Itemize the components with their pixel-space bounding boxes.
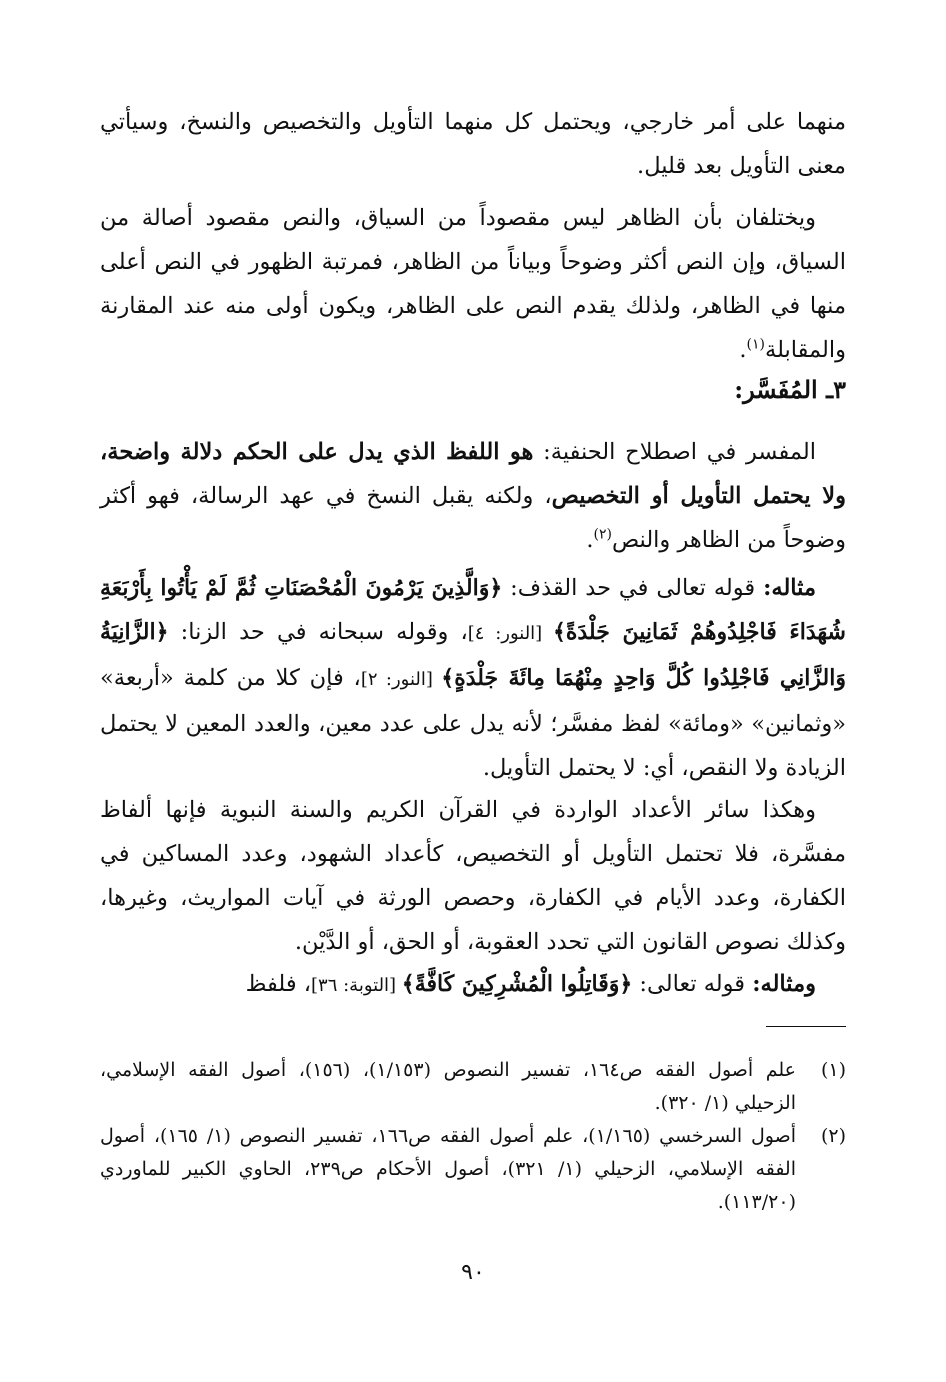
section-heading-text: ٣ـ المُفَسَّر: [734, 375, 846, 404]
footnote-1 [100, 1054, 846, 1120]
paragraph-3-definition: هو اللفظ الذي يدل على الحكم دلالة واضحة، ولا يحتمل التأويل أو التخصيص [100, 439, 846, 509]
paragraph-1 [100, 100, 846, 188]
paragraph-2-end: . [739, 337, 747, 363]
paragraph-3-end: . [586, 527, 594, 553]
footnote-1-number: (١) [820, 1059, 846, 1081]
paragraph-4-rest: ، فإن كلا من كلمة «أربعة» «وثمانين» «ومائة» لفظ مفسَّر؛ لأنه يدل على عدد معين، والعدد المعين لا يحتمل الزيادة ولا النقص، أي: لا يحتمل التأويل. [100, 665, 846, 781]
footnote-ref-2: (٢) [593, 526, 612, 543]
footnote-1-text: علم أصول الفقه ص١٦٤، تفسير النصوص (١/١٥٣)، (١٥٦)، أصول الفقه الإسلامي، الزحيلي (١/ ٣٢٠). [100, 1059, 796, 1114]
example-label: مثاله: [763, 575, 816, 601]
paragraph-3-intro: المفسر في اصطلاح الحنفية: [533, 439, 816, 465]
quran-verse-1: ﴿وَالَّذِينَ يَرْمُونَ الْمُحْصَنَاتِ ثُمَّ لَمْ يَأْتُوا بِأَرْبَعَةِ شُهَدَاءَ فَاجْلِدُوهُمْ ثَمَانِينَ جَلْدَةً﴾ [100, 575, 846, 645]
paragraph-6-intro: قوله تعالى: [632, 971, 753, 997]
paragraph-4 [100, 566, 846, 790]
footnote-ref-1: (١) [746, 336, 765, 353]
paragraph-4-mid: ، وقوله سبحانه في حد الزنا: [168, 619, 468, 645]
paragraph-5-text: وهكذا سائر الأعداد الواردة في القرآن الكريم والسنة النبوية فإنها ألفاظ مفسَّرة، فلا تحتمل التأويل أو التخصيص، كأعداد الشهود، وعدد المساكين في الكفارة، وعدد الأيام في الكفارة، وحصص الورثة في آيات المواريث، وغيرها، وكذلك نصوص القانون التي تحدد العقوبة، أو الحق، أو الدَّيْن. [100, 797, 846, 955]
verse-reference-3: [التوبة: ٣٦] [311, 975, 402, 996]
paragraph-3-rest: ، ولكنه يقبل النسخ في عهد الرسالة، فهو أكثر وضوحاً من الظاهر والنص [100, 483, 846, 553]
footnote-2-text: أصول السرخسي (١/١٦٥)، علم أصول الفقه ص١٦٦، تفسير النصوص (١/ ١٦٥)، أصول الفقه الإسلامي، الزحيلي (١/ ٣٢١)، أصول الأحكام ص٢٣٩، الحاوي الكبير للماوردي (١١٣/٢٠). [100, 1125, 797, 1213]
footnote-2-number: (٢) [820, 1125, 846, 1147]
paragraph-4-intro: قوله تعالى في حد القذف: [502, 575, 764, 601]
paragraph-2 [100, 196, 846, 372]
verse-reference-1: [النور: ٤] [467, 623, 553, 644]
section-heading [100, 368, 846, 412]
quran-verse-2: ﴿الزَّانِيَةُ وَالزَّانِي فَاجْلِدُوا كُلَّ وَاحِدٍ مِنْهُمَا مِائَةَ جَلْدَةٍ﴾ [100, 619, 846, 691]
verse-reference-2: [النور: ٢] [360, 669, 442, 690]
footnote-separator [766, 1026, 846, 1027]
paragraph-1-text: منهما على أمر خارجي، ويحتمل كل منهما التأويل والتخصيص والنسخ، وسيأتي معنى التأويل بعد قليل. [100, 109, 846, 179]
quran-verse-3: ﴿وَقَاتِلُوا الْمُشْرِكِينَ كَافَّةً﴾ [401, 971, 633, 997]
paragraph-3 [100, 430, 846, 562]
paragraph-5 [100, 788, 846, 964]
paragraph-6-rest: ، فلفظ [245, 971, 312, 997]
page-number: ٩٠ [461, 1260, 485, 1285]
example-label-2: ومثاله: [752, 971, 816, 997]
paragraph-6 [100, 962, 846, 1008]
footnotes [100, 1054, 846, 1219]
paragraph-2-text: ويختلفان بأن الظاهر ليس مقصوداً من السياق، والنص مقصود أصالة من السياق، وإن النص أكثر وضوحاً وبياناً من الظاهر، فمرتبة الظهور في النص أعلى منها في الظاهر، ولذلك يقدم النص على الظاهر، ويكون أولى منه عند المقارنة والمقابلة [100, 205, 846, 363]
footnote-2 [100, 1120, 846, 1219]
